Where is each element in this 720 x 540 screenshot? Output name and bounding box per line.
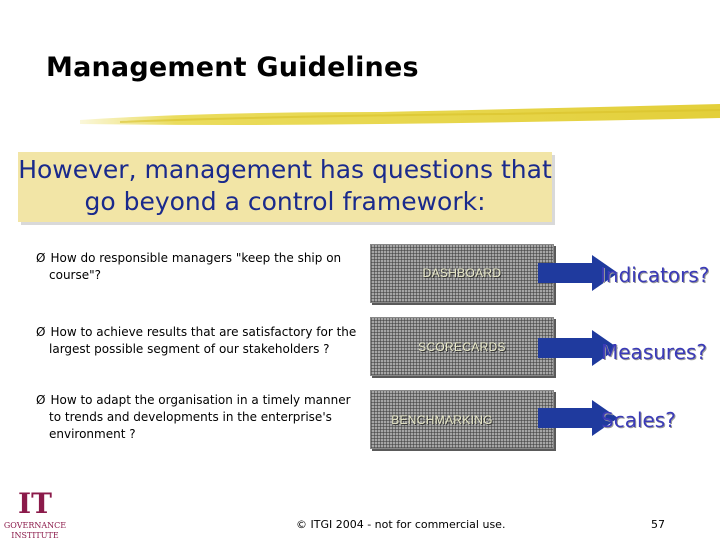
svg-text:INSTITUTE: INSTITUTE — [11, 531, 59, 540]
question-2 — [36, 324, 356, 358]
slide-title: Management Guidelines — [46, 52, 419, 83]
indicator-label: Indicators? — [600, 263, 710, 287]
question-line: How to achieve results that are satisfactory for the — [50, 325, 357, 339]
callout-line: However, management has questions that — [18, 155, 552, 184]
svg-text:IT: IT — [18, 487, 52, 520]
question-line: to trends and developments in the enterprise's — [49, 410, 332, 424]
svg-text:GOVERNANCE: GOVERNANCE — [4, 521, 66, 530]
callout-text — [18, 154, 552, 218]
bullet-arrow-icon: Ø — [36, 251, 46, 265]
question-line: How do responsible managers "keep the ship on — [50, 251, 342, 265]
measures-label: Measures? — [601, 340, 708, 364]
question-3 — [36, 392, 351, 443]
scales-label: Scales? — [601, 408, 676, 432]
highlighter-stroke — [80, 100, 720, 134]
dashboard-label: DASHBOARD — [422, 266, 502, 280]
benchmarking-label: BENCHMARKING — [391, 413, 493, 427]
question-1 — [36, 250, 341, 284]
itgi-logo — [4, 487, 66, 540]
scorecards-label: SCORECARDS — [418, 340, 506, 354]
bullet-arrow-icon: Ø — [36, 325, 46, 339]
footer-copyright: © ITGI 2004 - not for commercial use. — [296, 518, 506, 531]
question-line: environment ? — [49, 427, 136, 441]
question-line: largest possible segment of our stakeholders ? — [49, 342, 330, 356]
callout-line: go beyond a control framework: — [84, 187, 486, 216]
question-line: How to adapt the organisation in a timely manner — [50, 393, 351, 407]
page-number: 57 — [651, 518, 665, 531]
question-line: course"? — [49, 268, 102, 282]
bullet-arrow-icon: Ø — [36, 393, 46, 407]
